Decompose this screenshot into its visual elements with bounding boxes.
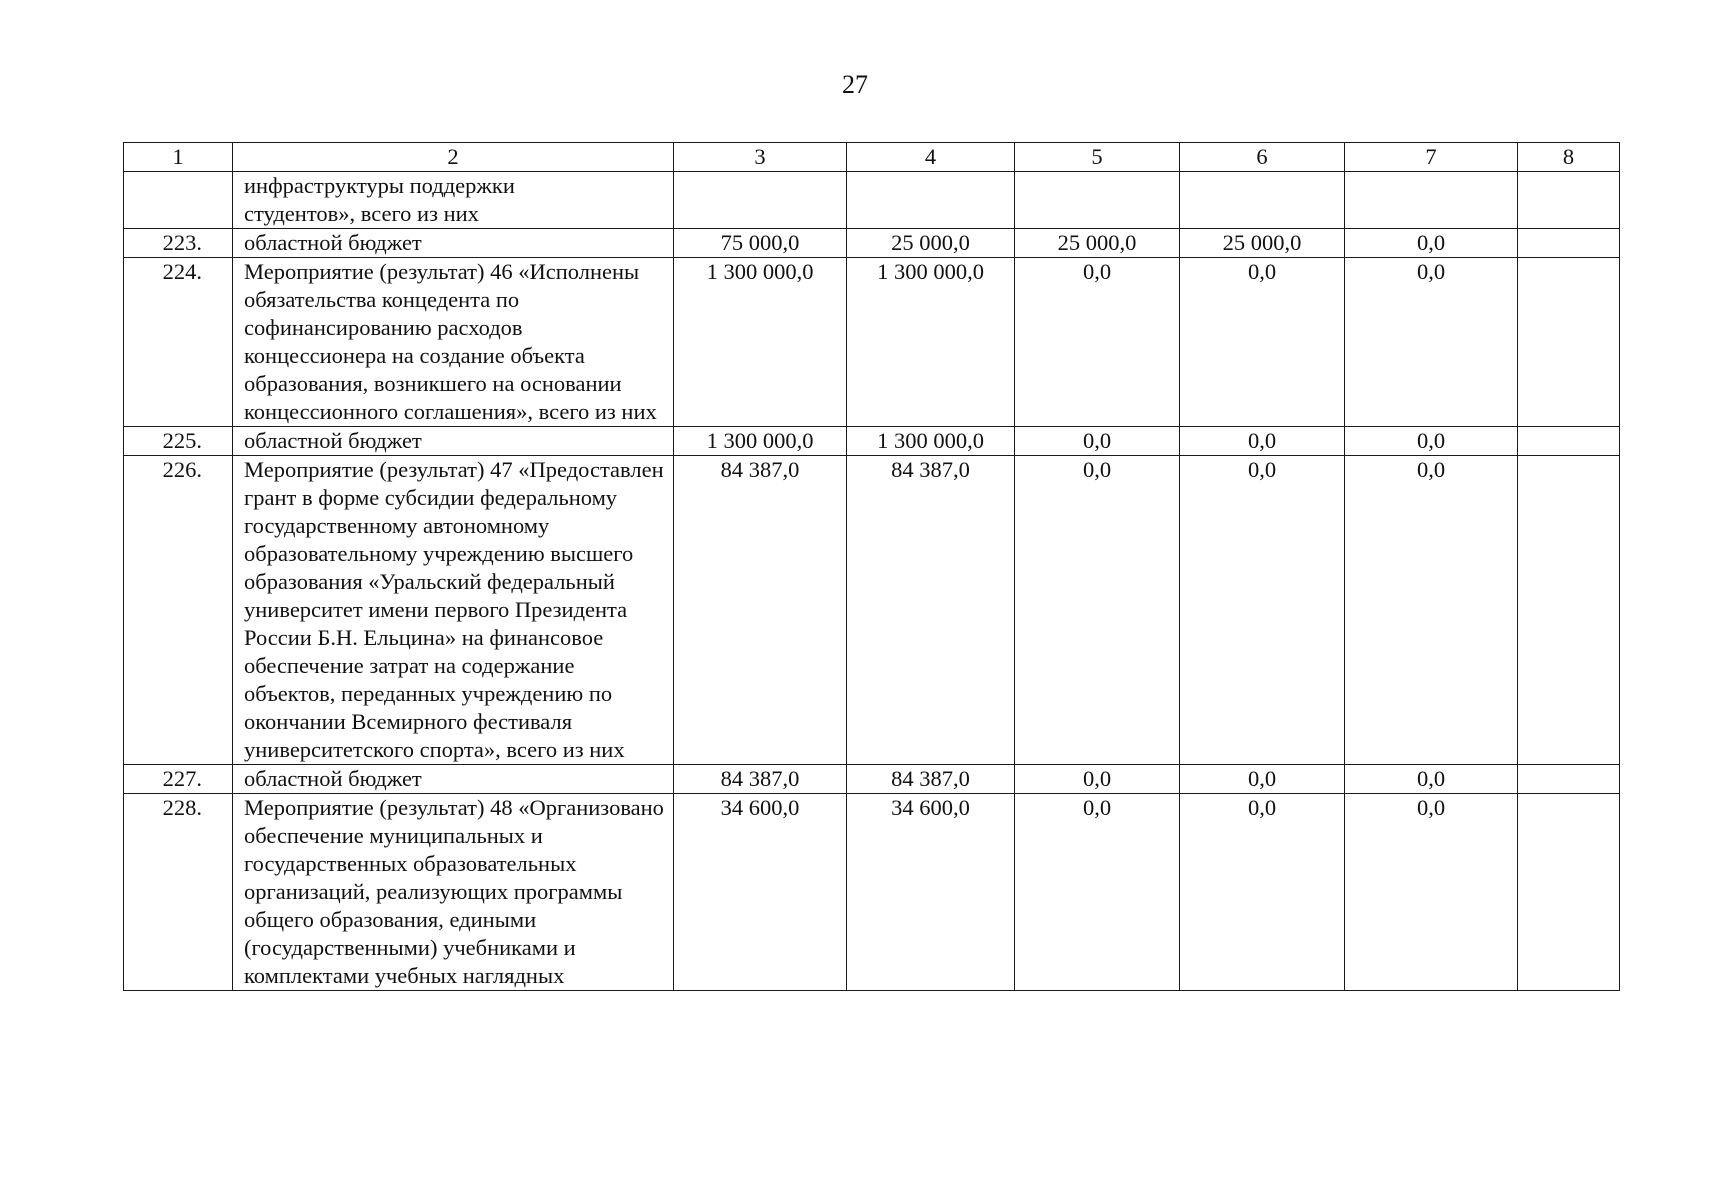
value-cell-8: [1518, 427, 1620, 456]
value-cell-5: 0,0: [1015, 765, 1180, 794]
row-number-cell: 223.: [124, 229, 233, 258]
row-number-cell: 224.: [124, 258, 233, 427]
value-cell-7: 0,0: [1345, 258, 1518, 427]
value-cell-6: [1180, 172, 1345, 229]
value-cell-6: 0,0: [1180, 456, 1345, 765]
row-number-cell: 228.: [124, 794, 233, 991]
row-name-cell: областной бюджет: [233, 229, 674, 258]
value-cell-7: 0,0: [1345, 427, 1518, 456]
value-cell-3: 84 387,0: [674, 765, 847, 794]
table-row: [124, 456, 1620, 765]
header-cell-5: 5: [1015, 143, 1180, 172]
table-row: [124, 258, 1620, 427]
value-cell-5: 25 000,0: [1015, 229, 1180, 258]
value-cell-4: 25 000,0: [847, 229, 1015, 258]
value-cell-6: 0,0: [1180, 765, 1345, 794]
value-cell-4: [847, 172, 1015, 229]
value-cell-8: [1518, 794, 1620, 991]
value-cell-7: 0,0: [1345, 765, 1518, 794]
value-cell-5: [1015, 172, 1180, 229]
value-cell-7: 0,0: [1345, 456, 1518, 765]
value-cell-8: [1518, 229, 1620, 258]
row-name-cell: Мероприятие (результат) 47 «Предоставлен грант в форме субсидии федеральному государственному автономному образовательному учреждению высшего образования «Уральский федеральный университет имени первого Президента России Б.Н. Ельцина» на финансовое обеспечение затрат на содержание объектов, переданных учреждению по окончании Всемирного фестиваля университетского спорта», всего из них: [233, 456, 674, 765]
value-cell-8: [1518, 765, 1620, 794]
row-number-cell: [124, 172, 233, 229]
value-cell-4: 1 300 000,0: [847, 427, 1015, 456]
row-number-cell: 225.: [124, 427, 233, 456]
table-row: [124, 427, 1620, 456]
value-cell-5: 0,0: [1015, 456, 1180, 765]
value-cell-7: [1345, 172, 1518, 229]
page-number: 27: [842, 70, 868, 99]
header-row: [124, 143, 1620, 172]
value-cell-3: 1 300 000,0: [674, 258, 847, 427]
table-row: [124, 794, 1620, 991]
value-cell-6: 0,0: [1180, 794, 1345, 991]
value-cell-8: [1518, 258, 1620, 427]
value-cell-4: 84 387,0: [847, 765, 1015, 794]
table-row: [124, 765, 1620, 794]
value-cell-3: 84 387,0: [674, 456, 847, 765]
value-cell-6: 25 000,0: [1180, 229, 1345, 258]
value-cell-3: [674, 172, 847, 229]
header-cell-6: 6: [1180, 143, 1345, 172]
header-cell-4: 4: [847, 143, 1015, 172]
value-cell-4: 34 600,0: [847, 794, 1015, 991]
header-cell-8: 8: [1518, 143, 1620, 172]
header-cell-7: 7: [1345, 143, 1518, 172]
value-cell-6: 0,0: [1180, 427, 1345, 456]
value-cell-8: [1518, 172, 1620, 229]
row-name-cell: областной бюджет: [233, 427, 674, 456]
row-number-cell: 226.: [124, 456, 233, 765]
value-cell-4: 84 387,0: [847, 456, 1015, 765]
budget-table: [123, 142, 1620, 991]
row-name-cell: Мероприятие (результат) 46 «Исполнены обязательства концедента по софинансированию расходов концессионера на создание объекта образования, возникшего на основании концессионного соглашения», всего из них: [233, 258, 674, 427]
value-cell-3: 1 300 000,0: [674, 427, 847, 456]
header-cell-2: 2: [233, 143, 674, 172]
row-name-cell: Мероприятие (результат) 48 «Организовано обеспечение муниципальных и государственных образовательных организаций, реализующих программы общего образования, едиными (государственными) учебниками и комплектами учебных наглядных: [233, 794, 674, 991]
table-row: [124, 229, 1620, 258]
value-cell-5: 0,0: [1015, 258, 1180, 427]
value-cell-4: 1 300 000,0: [847, 258, 1015, 427]
value-cell-5: 0,0: [1015, 427, 1180, 456]
value-cell-7: 0,0: [1345, 794, 1518, 991]
row-name-cell: областной бюджет: [233, 765, 674, 794]
value-cell-3: 34 600,0: [674, 794, 847, 991]
value-cell-5: 0,0: [1015, 794, 1180, 991]
value-cell-3: 75 000,0: [674, 229, 847, 258]
row-name-cell: инфраструктуры поддержки студентов», всего из них: [233, 172, 674, 229]
value-cell-6: 0,0: [1180, 258, 1345, 427]
header-cell-1: 1: [124, 143, 233, 172]
table-row-continuation: [124, 172, 1620, 229]
value-cell-8: [1518, 456, 1620, 765]
row-number-cell: 227.: [124, 765, 233, 794]
header-cell-3: 3: [674, 143, 847, 172]
value-cell-7: 0,0: [1345, 229, 1518, 258]
